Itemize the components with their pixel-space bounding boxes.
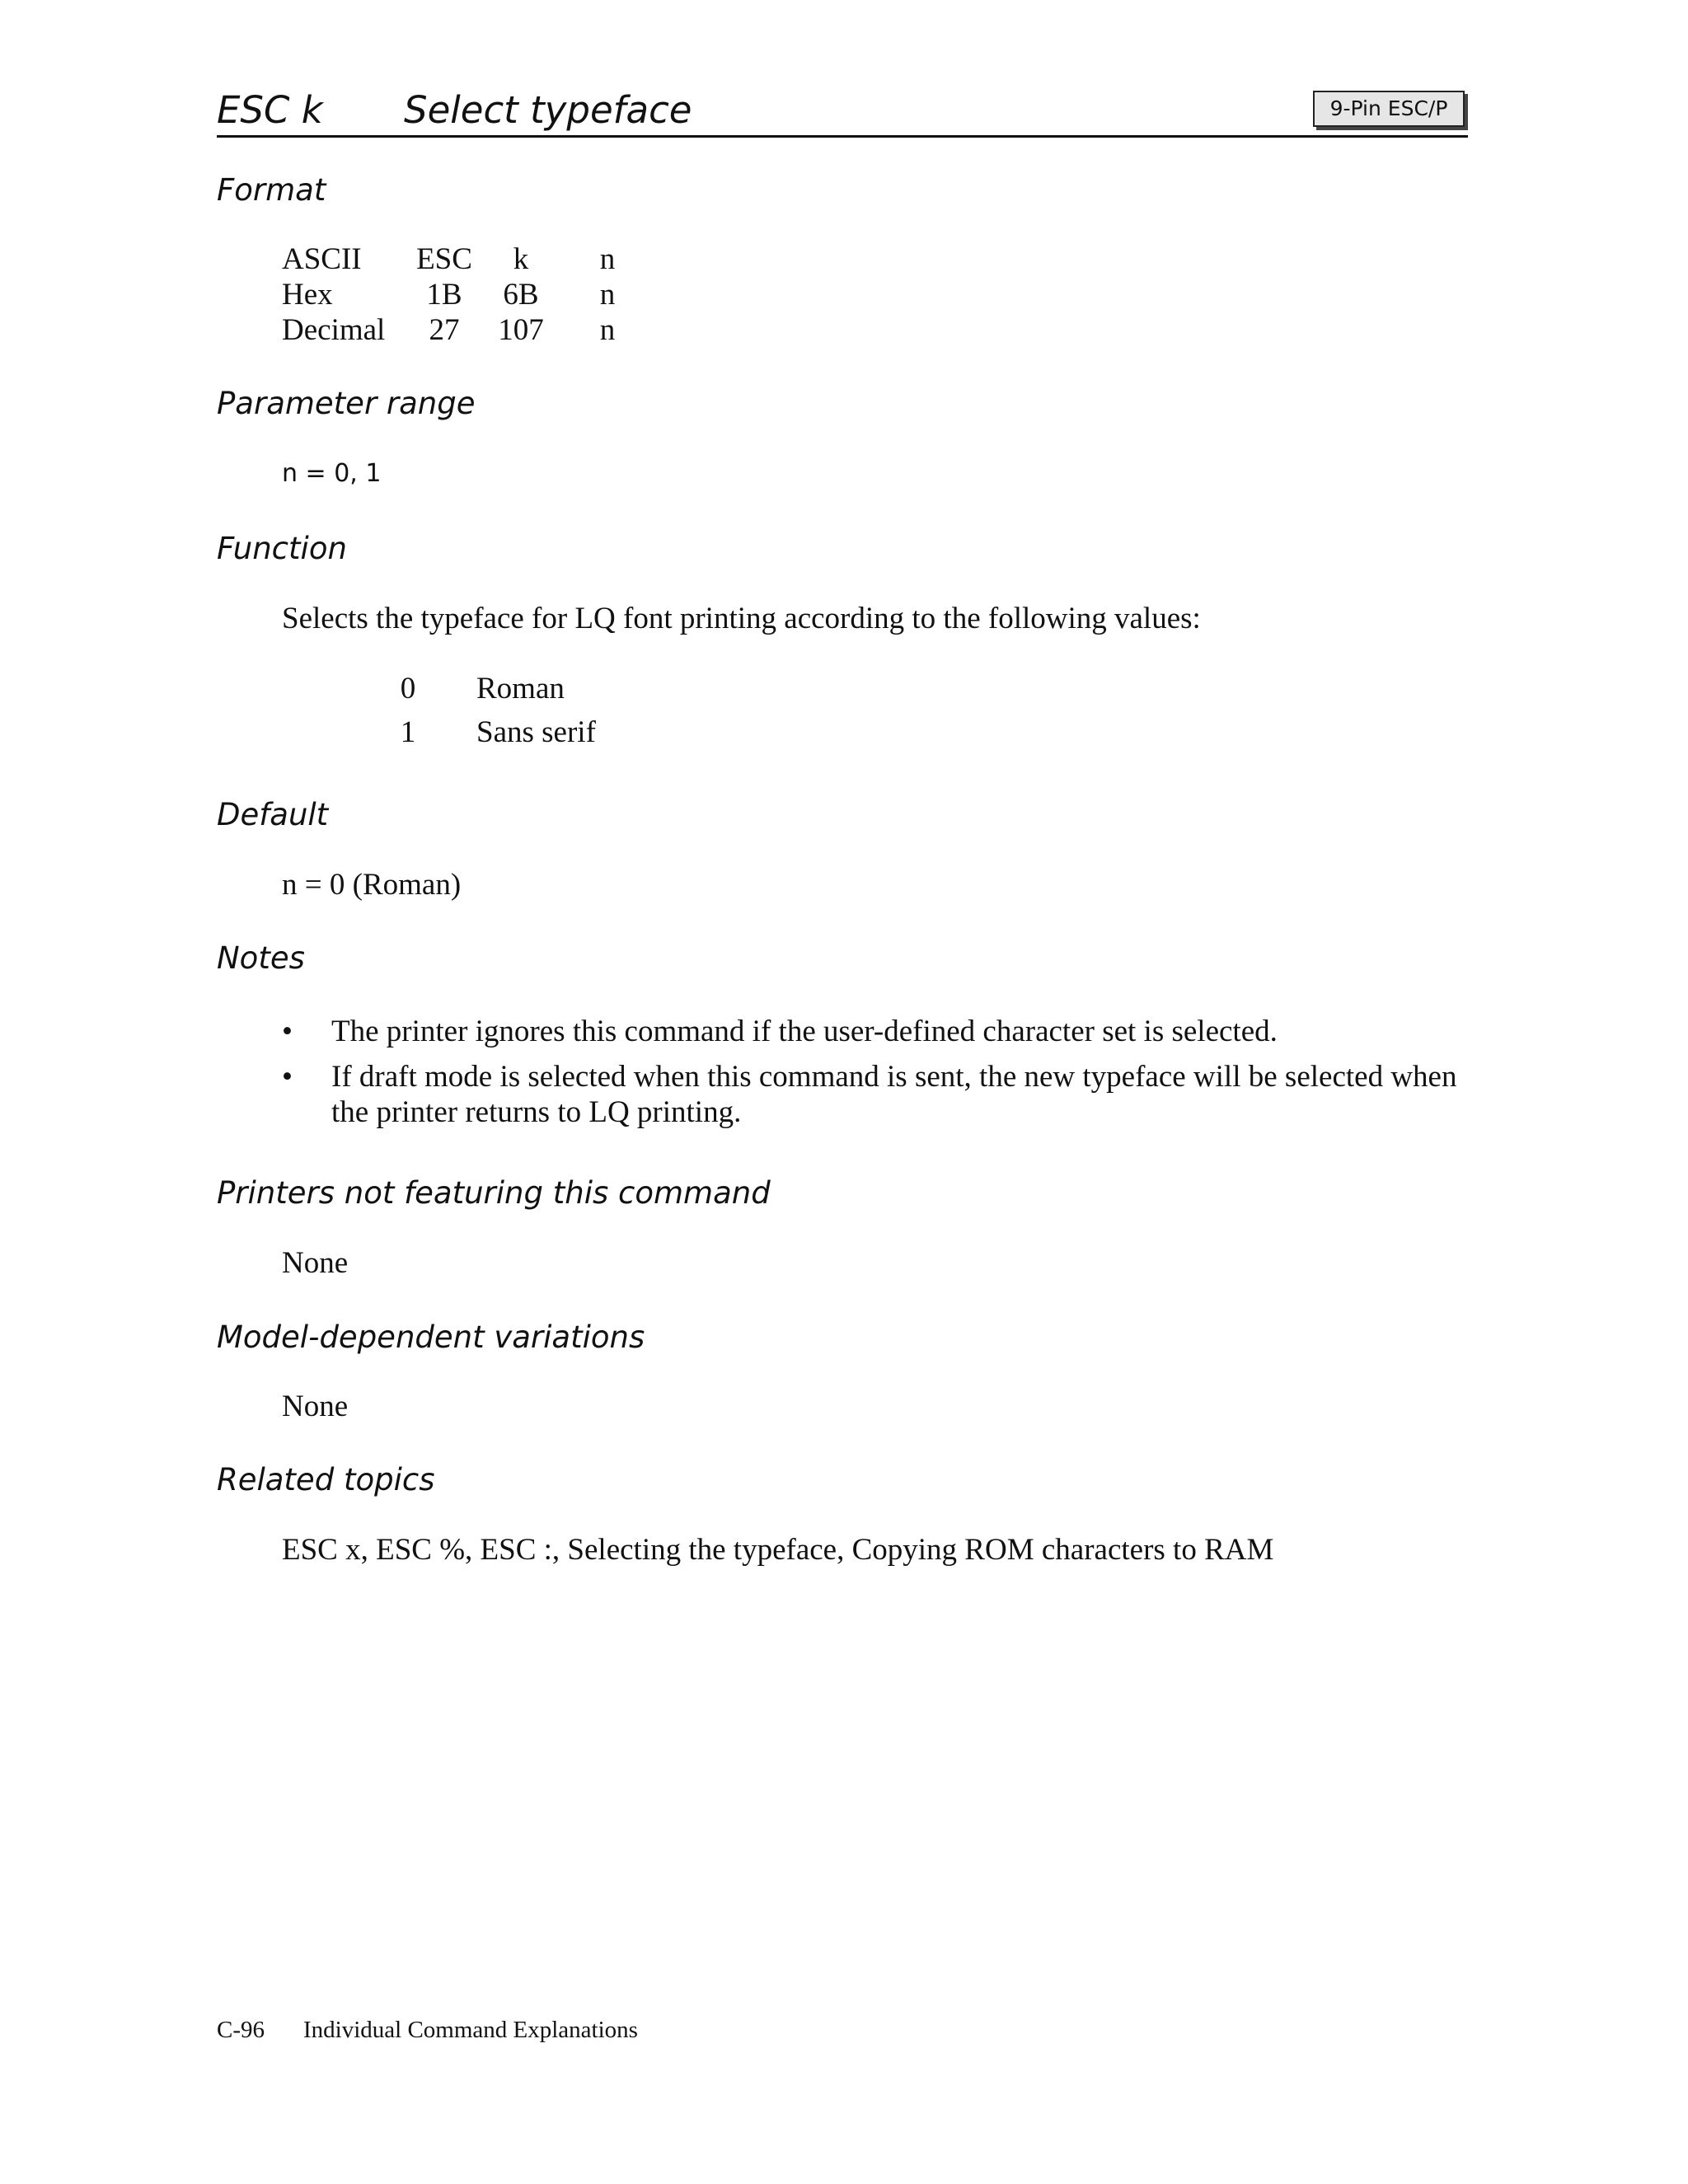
format-label: ASCII — [282, 242, 362, 276]
note-text: The printer ignores this command if the user-defined character set is selected. — [331, 1015, 1278, 1048]
related-topics-text: ESC x, ESC %, ESC :, Selecting the typeface, Copying ROM characters to RAM — [282, 1533, 1274, 1567]
printer-class-badge: 9-Pin ESC/P — [1313, 91, 1465, 127]
notes-heading: Notes — [217, 940, 305, 976]
page-number: C-96 — [217, 2017, 265, 2043]
parameter-range-heading: Parameter range — [217, 386, 476, 421]
format-cell: 107 — [498, 313, 544, 347]
related-topics-heading: Related topics — [217, 1462, 435, 1497]
page-title: Select typeface — [404, 88, 692, 132]
parameter-range-text: n = 0, 1 — [282, 459, 382, 488]
command-name: ESC k — [217, 88, 323, 132]
value-number: 0 — [400, 672, 416, 705]
format-cell: 27 — [429, 313, 460, 347]
function-text: Selects the typeface for LQ font printing according to the following values: — [282, 602, 1201, 635]
value-label: Roman — [476, 672, 565, 705]
model-dependent-text: None — [282, 1390, 349, 1423]
default-heading: Default — [217, 797, 329, 832]
format-cell: n — [599, 278, 616, 312]
format-label: Decimal — [282, 313, 386, 347]
format-cell: k — [513, 242, 529, 276]
printers-not-featuring-heading: Printers not featuring this command — [217, 1175, 771, 1211]
format-heading: Format — [217, 172, 326, 208]
format-cell: 6B — [503, 278, 539, 312]
format-label: Hex — [282, 278, 333, 312]
printers-not-featuring-text: None — [282, 1246, 349, 1280]
format-cell: ESC — [416, 242, 472, 276]
model-dependent-heading: Model-dependent variations — [217, 1319, 645, 1355]
bullet-icon: • — [282, 1015, 293, 1048]
footer-title: Individual Command Explanations — [303, 2017, 638, 2043]
value-label: Sans serif — [476, 715, 596, 749]
bullet-icon: • — [282, 1060, 293, 1094]
format-cell: n — [599, 242, 616, 276]
function-heading: Function — [217, 531, 347, 566]
format-cell: 1B — [426, 278, 462, 312]
value-number: 1 — [400, 715, 416, 749]
page-header — [217, 86, 1468, 138]
format-cell: n — [599, 313, 616, 347]
note-text: If draft mode is selected when this command is sent, the new typeface will be selected when the printer returns to LQ printing. — [331, 1060, 1457, 1129]
default-text: n = 0 (Roman) — [282, 868, 462, 902]
